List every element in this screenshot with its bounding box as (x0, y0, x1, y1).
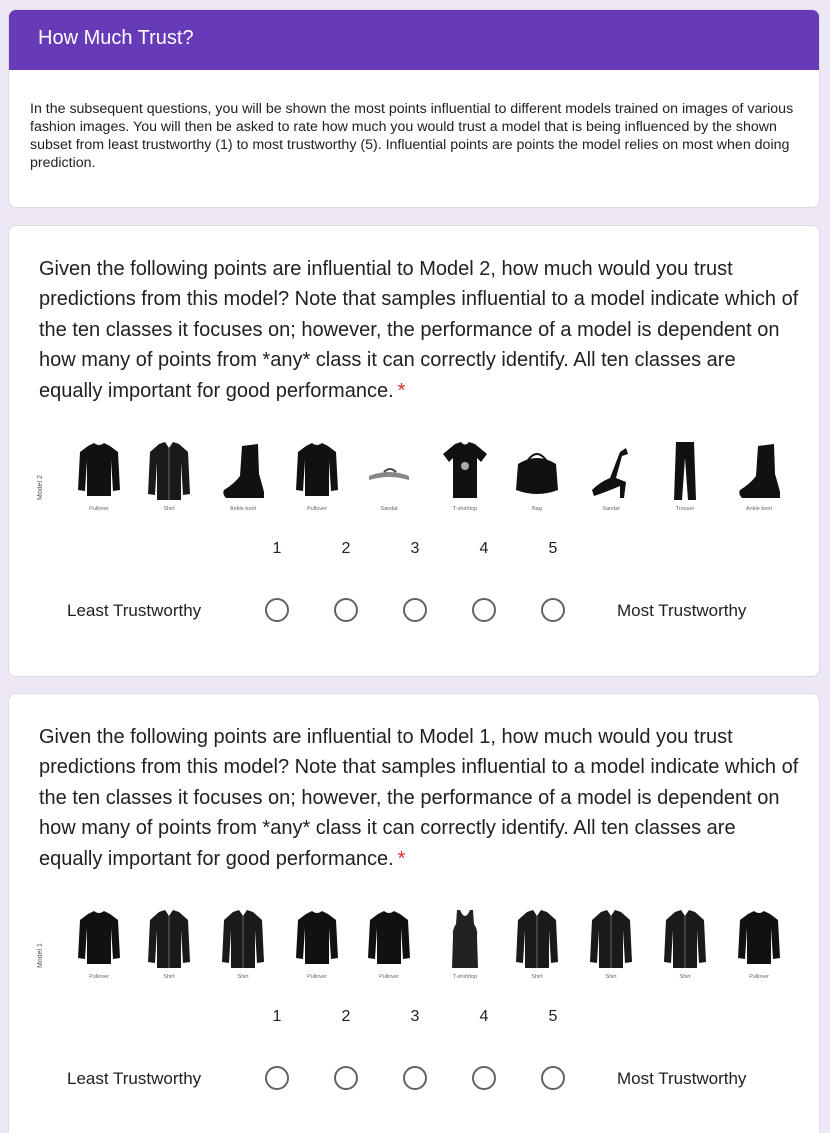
scale-number: 2 (341, 1008, 351, 1025)
image-caption: Shirt (163, 506, 175, 512)
scale-number: 4 (479, 1008, 489, 1025)
form-header-card (8, 9, 820, 208)
image-caption: Shirt (531, 974, 543, 980)
shirt-icon (218, 906, 268, 972)
question-text (39, 722, 799, 874)
ankle-boot-icon (218, 438, 268, 504)
bag-icon (512, 438, 562, 504)
image-caption: Ankle boot (746, 506, 772, 512)
scale-min-label: Least Trustworthy (67, 1069, 202, 1088)
influential-image-thumbnail (577, 438, 645, 518)
influential-image-thumbnail (65, 906, 133, 986)
influential-image-thumbnail (355, 906, 423, 986)
image-caption: Shirt (237, 974, 249, 980)
influential-image-thumbnail (651, 906, 719, 986)
model-label: Model 1 (37, 943, 44, 969)
scale-number: 1 (272, 540, 282, 557)
influential-image-thumbnail (725, 438, 793, 518)
pullover-icon (74, 438, 124, 504)
influential-image-thumbnail (65, 438, 133, 518)
image-caption: Pullover (307, 974, 327, 980)
trouser-icon (660, 438, 710, 504)
shirt-icon (144, 906, 194, 972)
scale-radio-option[interactable] (265, 1066, 289, 1090)
influential-image-thumbnail (209, 906, 277, 986)
influential-image-thumbnail (577, 906, 645, 986)
tank-top-icon (440, 906, 490, 972)
scale-radio-option[interactable] (403, 598, 427, 622)
question-card-model-2 (8, 225, 820, 677)
image-caption: Shirt (163, 974, 175, 980)
image-caption: Pullover (89, 506, 109, 512)
scale-min-label: Least Trustworthy (67, 601, 202, 620)
pullover-icon (74, 906, 124, 972)
pullover-icon (292, 438, 342, 504)
influential-image-thumbnail (503, 438, 571, 518)
scale-numbers (9, 540, 820, 560)
scale-number: 3 (410, 540, 420, 557)
scale-number: 5 (548, 1008, 558, 1025)
form-title: How Much Trust? (38, 27, 194, 49)
scale-radio-option[interactable] (472, 598, 496, 622)
scale-radio-option[interactable] (472, 1066, 496, 1090)
question-text (39, 254, 799, 406)
scale-number: 4 (479, 540, 489, 557)
influential-image-thumbnail (283, 438, 351, 518)
influential-image-thumbnail (355, 438, 423, 518)
influential-image-thumbnail (135, 438, 203, 518)
scale-number: 5 (548, 540, 558, 557)
question-prompt: Given the following points are influential to Model 1, how much would you trust predictions from this model? Note that samples influential to a model indicate which of the ten classes it focuses on; however, the performance of a model is dependent on how many of points from *any* class it can correctly identify. All ten classes are equally important for good performance. (39, 726, 799, 870)
shirt-icon (660, 906, 710, 972)
image-caption: Sandal (380, 506, 398, 512)
pullover-icon (734, 906, 784, 972)
influential-image-thumbnail (651, 438, 719, 518)
influential-image-thumbnail (431, 906, 499, 986)
image-caption: Trouser (675, 506, 695, 512)
pullover-icon (364, 906, 414, 972)
model-label: Model 2 (37, 475, 44, 501)
image-caption: Sandal (602, 506, 620, 512)
influential-image-thumbnail (209, 438, 277, 518)
scale-number: 3 (410, 1008, 420, 1025)
image-caption: Pullover (307, 506, 327, 512)
image-caption: Pullover (89, 974, 109, 980)
question-prompt: Given the following points are influential to Model 2, how much would you trust predictions from this model? Note that samples influential to a model indicate which of the ten classes it focuses on; however, the performance of a model is dependent on how many of points from *any* class it can correctly identify. All ten classes are equally important for good performance. (39, 258, 799, 402)
scale-radio-option[interactable] (541, 598, 565, 622)
required-asterisk: * (397, 379, 406, 402)
image-caption: Shirt (679, 974, 691, 980)
form-description: In the subsequent questions, you will be shown the most points influential to different models trained on images of various fashion images. You will then be asked to rate how much you would trust a model that is being influenced by the shown subset from least trustworthy (1) to most trustworthy (5). Influential points are points the model relies on most when doing prediction. (30, 101, 794, 171)
shirt-icon (144, 438, 194, 504)
shirt-icon (586, 906, 636, 972)
influential-image-thumbnail (431, 438, 499, 518)
ankle-boot-icon (734, 438, 784, 504)
shirt-icon (512, 906, 562, 972)
influential-images-strip (37, 438, 797, 518)
scale-radio-option[interactable] (334, 1066, 358, 1090)
heel-sandal-icon (586, 438, 636, 504)
scale-number: 2 (341, 540, 351, 557)
pullover-icon (292, 906, 342, 972)
scale-radio-option[interactable] (403, 1066, 427, 1090)
influential-image-thumbnail (135, 906, 203, 986)
influential-images-strip (37, 906, 797, 986)
image-caption: Pullover (379, 974, 399, 980)
influential-image-thumbnail (283, 906, 351, 986)
required-asterisk: * (397, 847, 406, 870)
influential-image-thumbnail (725, 906, 793, 986)
linear-scale (9, 1064, 820, 1094)
sandal-icon (364, 438, 414, 504)
scale-radio-option[interactable] (541, 1066, 565, 1090)
form-title-bar (9, 10, 819, 70)
scale-numbers (9, 1008, 820, 1028)
scale-max-label: Most Trustworthy (617, 601, 747, 620)
scale-number: 1 (272, 1008, 282, 1025)
scale-max-label: Most Trustworthy (617, 1069, 747, 1088)
image-caption: T-shirt/top (452, 506, 478, 512)
scale-radio-option[interactable] (334, 598, 358, 622)
image-caption: T-shirt/top (452, 974, 478, 980)
image-caption: Shirt (605, 974, 617, 980)
question-card-model-1 (8, 693, 820, 1133)
linear-scale (9, 596, 820, 626)
tshirt-icon (440, 438, 490, 504)
image-caption: Ankle boot (230, 506, 256, 512)
scale-radio-option[interactable] (265, 598, 289, 622)
image-caption: Bag (532, 506, 542, 512)
influential-image-thumbnail (503, 906, 571, 986)
image-caption: Pullover (749, 974, 769, 980)
